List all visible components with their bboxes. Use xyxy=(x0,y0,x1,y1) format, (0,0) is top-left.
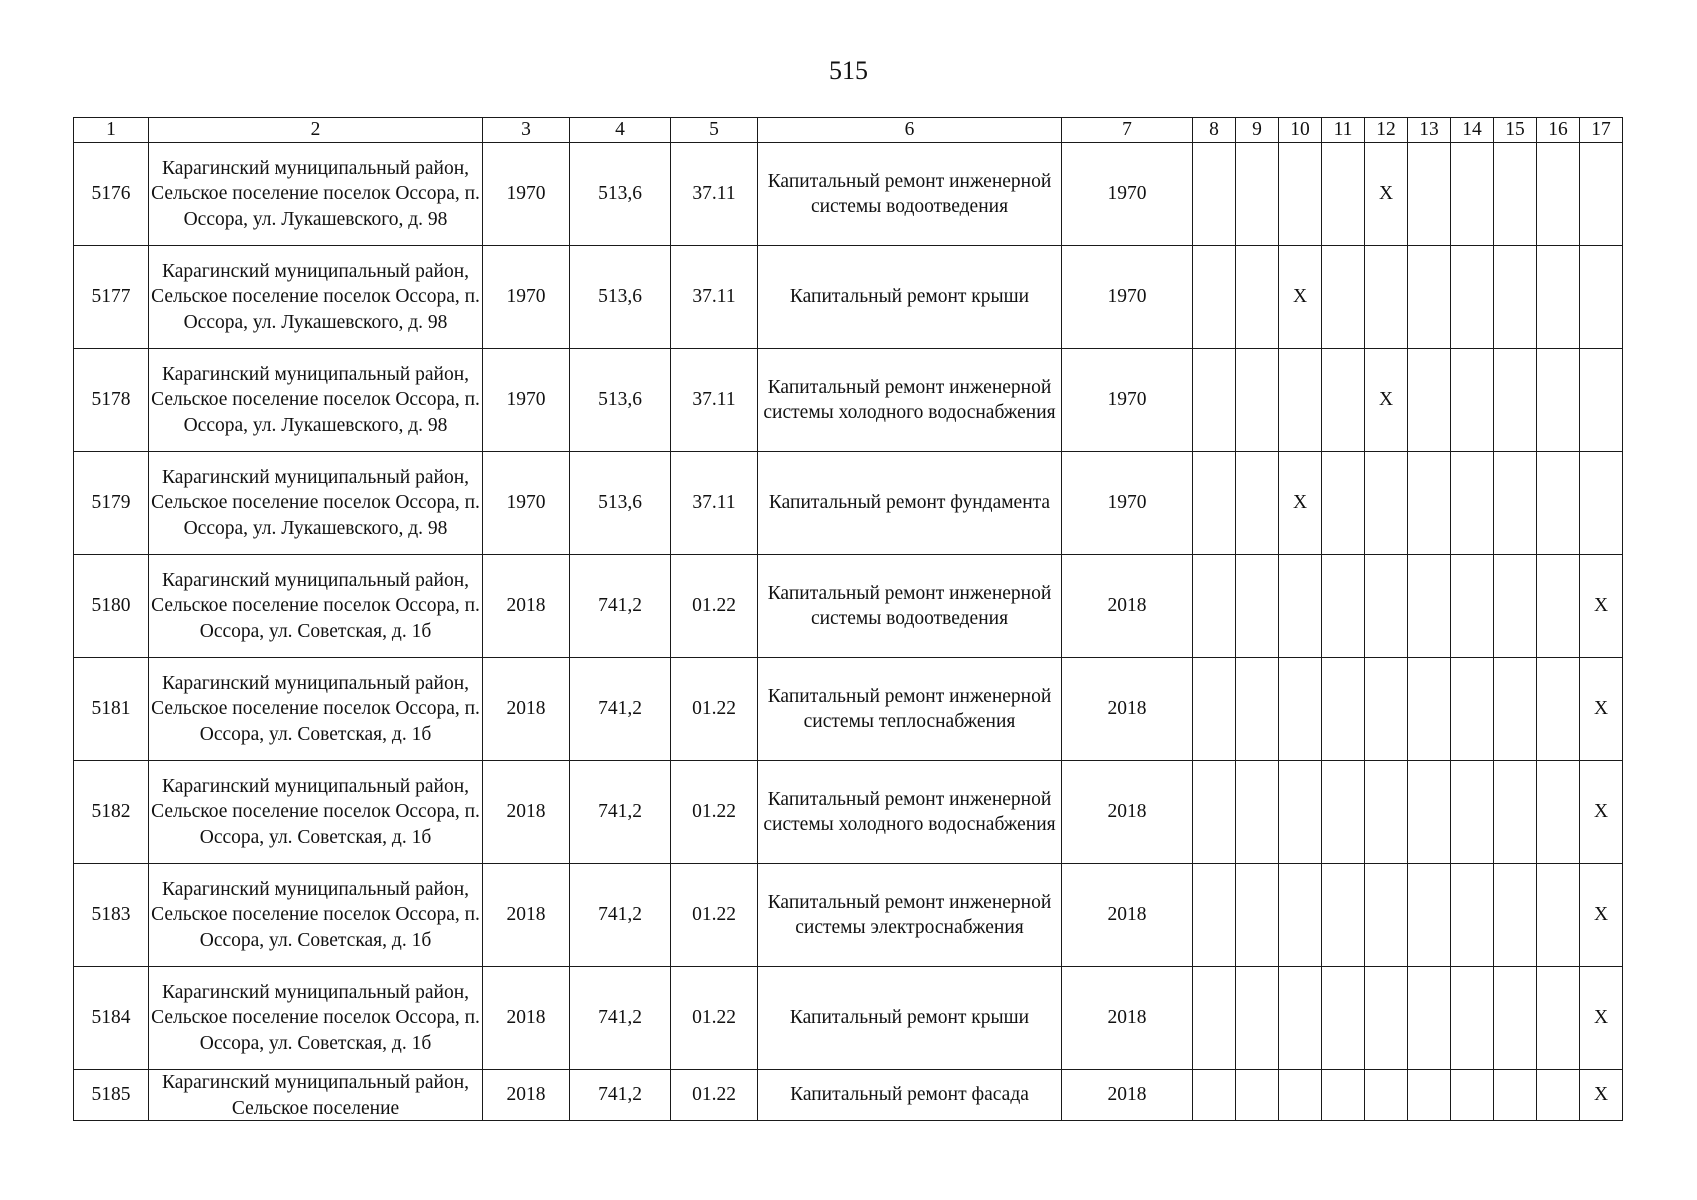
build-year-cell: 1970 xyxy=(483,452,570,555)
build-year-cell: 2018 xyxy=(483,967,570,1070)
address-cell xyxy=(149,1070,483,1121)
mark-cell-col-13 xyxy=(1408,658,1451,761)
mark-cell-col-12 xyxy=(1365,658,1408,761)
mark-cell-col-11 xyxy=(1322,555,1365,658)
code-cell: 37.11 xyxy=(671,452,758,555)
code-cell: 37.11 xyxy=(671,349,758,452)
mark-cell-col-16 xyxy=(1537,864,1580,967)
mark-cell-col-16 xyxy=(1537,246,1580,349)
code-cell: 01.22 xyxy=(671,658,758,761)
mark-cell-col-8 xyxy=(1193,246,1236,349)
column-header-8: 8 xyxy=(1193,118,1236,143)
column-header-2: 2 xyxy=(149,118,483,143)
mark-cell-col-9 xyxy=(1236,864,1279,967)
mark-cell-col-15 xyxy=(1494,967,1537,1070)
mark-cell-col-13 xyxy=(1408,555,1451,658)
address-cell: Карагинский муниципальный район, Сельское поселение поселок Оссора, п. Оссора, ул. Советская, д. 1б xyxy=(149,864,483,967)
code-cell: 37.11 xyxy=(671,143,758,246)
mark-cell-col-12 xyxy=(1365,452,1408,555)
address-cell: Карагинский муниципальный район, Сельское поселение поселок Оссора, п. Оссора, ул. Советская, д. 1б xyxy=(149,555,483,658)
build-year-cell: 1970 xyxy=(483,349,570,452)
plan-year-cell: 1970 xyxy=(1062,452,1193,555)
mark-cell-col-8 xyxy=(1193,452,1236,555)
mark-cell-col-8 xyxy=(1193,1070,1236,1121)
area-cell: 513,6 xyxy=(570,452,671,555)
mark-cell-col-11 xyxy=(1322,658,1365,761)
mark-cell-col-17: X xyxy=(1580,761,1623,864)
area-cell: 741,2 xyxy=(570,658,671,761)
work-type-cell: Капитальный ремонт инженерной системы водоотведения xyxy=(758,555,1062,658)
address-cell: Карагинский муниципальный район, Сельское поселение поселок Оссора, п. Оссора, ул. Лукашевского, д. 98 xyxy=(149,246,483,349)
mark-cell-col-14 xyxy=(1451,555,1494,658)
mark-cell-col-17: X xyxy=(1580,864,1623,967)
plan-year-cell: 1970 xyxy=(1062,143,1193,246)
table-row xyxy=(74,864,1623,967)
column-header-17: 17 xyxy=(1580,118,1623,143)
code-cell: 01.22 xyxy=(671,761,758,864)
work-type-cell: Капитальный ремонт инженерной системы электроснабжения xyxy=(758,864,1062,967)
mark-cell-col-10 xyxy=(1279,864,1322,967)
mark-cell-col-17 xyxy=(1580,349,1623,452)
mark-cell-col-10 xyxy=(1279,967,1322,1070)
mark-cell-col-13 xyxy=(1408,349,1451,452)
column-header-15: 15 xyxy=(1494,118,1537,143)
mark-cell-col-9 xyxy=(1236,761,1279,864)
column-header-11: 11 xyxy=(1322,118,1365,143)
column-header-16: 16 xyxy=(1537,118,1580,143)
mark-cell-col-17 xyxy=(1580,452,1623,555)
mark-cell-col-16 xyxy=(1537,658,1580,761)
row-number-cell: 5184 xyxy=(74,967,149,1070)
mark-cell-col-15 xyxy=(1494,349,1537,452)
mark-cell-col-15 xyxy=(1494,246,1537,349)
mark-cell-col-12 xyxy=(1365,864,1408,967)
column-header-7: 7 xyxy=(1062,118,1193,143)
code-cell: 01.22 xyxy=(671,1070,758,1121)
mark-cell-col-12: X xyxy=(1365,349,1408,452)
mark-cell-col-11 xyxy=(1322,143,1365,246)
mark-cell-col-15 xyxy=(1494,864,1537,967)
work-type-cell: Капитальный ремонт крыши xyxy=(758,967,1062,1070)
mark-cell-col-12 xyxy=(1365,555,1408,658)
table-row xyxy=(74,967,1623,1070)
table-row xyxy=(74,555,1623,658)
table-row xyxy=(74,761,1623,864)
mark-cell-col-14 xyxy=(1451,658,1494,761)
mark-cell-col-14 xyxy=(1451,761,1494,864)
table-body xyxy=(74,143,1623,1121)
plan-year-cell: 2018 xyxy=(1062,1070,1193,1121)
column-header-6: 6 xyxy=(758,118,1062,143)
mark-cell-col-14 xyxy=(1451,349,1494,452)
mark-cell-col-9 xyxy=(1236,1070,1279,1121)
row-number-cell: 5179 xyxy=(74,452,149,555)
mark-cell-col-10 xyxy=(1279,349,1322,452)
mark-cell-col-14 xyxy=(1451,1070,1494,1121)
address-cell: Карагинский муниципальный район, Сельское поселение поселок Оссора, п. Оссора, ул. Лукашевского, д. 98 xyxy=(149,349,483,452)
build-year-cell: 2018 xyxy=(483,761,570,864)
mark-cell-col-12 xyxy=(1365,761,1408,864)
column-header-1: 1 xyxy=(74,118,149,143)
mark-cell-col-13 xyxy=(1408,761,1451,864)
address-text: Карагинский муниципальный район, Сельское поселение xyxy=(161,1072,470,1119)
area-cell: 741,2 xyxy=(570,761,671,864)
code-cell: 01.22 xyxy=(671,967,758,1070)
plan-year-cell: 2018 xyxy=(1062,864,1193,967)
mark-cell-col-15 xyxy=(1494,555,1537,658)
mark-cell-col-8 xyxy=(1193,658,1236,761)
table-header xyxy=(74,118,1623,143)
area-cell: 741,2 xyxy=(570,967,671,1070)
mark-cell-col-9 xyxy=(1236,349,1279,452)
area-cell: 513,6 xyxy=(570,246,671,349)
build-year-cell: 1970 xyxy=(483,143,570,246)
mark-cell-col-15 xyxy=(1494,452,1537,555)
mark-cell-col-14 xyxy=(1451,452,1494,555)
mark-cell-col-13 xyxy=(1408,143,1451,246)
mark-cell-col-13 xyxy=(1408,246,1451,349)
mark-cell-col-16 xyxy=(1537,349,1580,452)
address-cell: Карагинский муниципальный район, Сельское поселение поселок Оссора, п. Оссора, ул. Советская, д. 1б xyxy=(149,658,483,761)
plan-year-cell: 1970 xyxy=(1062,349,1193,452)
mark-cell-col-10 xyxy=(1279,555,1322,658)
mark-cell-col-14 xyxy=(1451,967,1494,1070)
mark-cell-col-15 xyxy=(1494,143,1537,246)
row-number-cell: 5178 xyxy=(74,349,149,452)
mark-cell-col-13 xyxy=(1408,1070,1451,1121)
build-year-cell: 2018 xyxy=(483,658,570,761)
row-number-cell: 5182 xyxy=(74,761,149,864)
mark-cell-col-16 xyxy=(1537,452,1580,555)
mark-cell-col-12: X xyxy=(1365,143,1408,246)
code-cell: 01.22 xyxy=(671,864,758,967)
column-header-14: 14 xyxy=(1451,118,1494,143)
mark-cell-col-8 xyxy=(1193,967,1236,1070)
table-row xyxy=(74,658,1623,761)
work-type-cell: Капитальный ремонт крыши xyxy=(758,246,1062,349)
mark-cell-col-9 xyxy=(1236,555,1279,658)
mark-cell-col-10 xyxy=(1279,143,1322,246)
mark-cell-col-10: X xyxy=(1279,452,1322,555)
mark-cell-col-9 xyxy=(1236,143,1279,246)
mark-cell-col-17: X xyxy=(1580,967,1623,1070)
mark-cell-col-13 xyxy=(1408,864,1451,967)
work-type-cell: Капитальный ремонт инженерной системы холодного водоснабжения xyxy=(758,349,1062,452)
table-row xyxy=(74,246,1623,349)
row-number-cell: 5177 xyxy=(74,246,149,349)
mark-cell-col-8 xyxy=(1193,349,1236,452)
mark-cell-col-9 xyxy=(1236,658,1279,761)
mark-cell-col-8 xyxy=(1193,761,1236,864)
plan-year-cell: 2018 xyxy=(1062,555,1193,658)
work-type-cell: Капитальный ремонт инженерной системы теплоснабжения xyxy=(758,658,1062,761)
mark-cell-col-10 xyxy=(1279,1070,1322,1121)
column-header-9: 9 xyxy=(1236,118,1279,143)
column-header-5: 5 xyxy=(671,118,758,143)
mark-cell-col-15 xyxy=(1494,658,1537,761)
mark-cell-col-11 xyxy=(1322,761,1365,864)
build-year-cell: 1970 xyxy=(483,246,570,349)
plan-year-cell: 2018 xyxy=(1062,761,1193,864)
mark-cell-col-14 xyxy=(1451,246,1494,349)
row-number-cell: 5176 xyxy=(74,143,149,246)
mark-cell-col-11 xyxy=(1322,1070,1365,1121)
mark-cell-col-9 xyxy=(1236,452,1279,555)
mark-cell-col-11 xyxy=(1322,967,1365,1070)
mark-cell-col-13 xyxy=(1408,452,1451,555)
mark-cell-col-17: X xyxy=(1580,555,1623,658)
work-type-cell: Капитальный ремонт фундамента xyxy=(758,452,1062,555)
row-number-cell: 5181 xyxy=(74,658,149,761)
page-number: 515 xyxy=(829,56,868,85)
column-header-4: 4 xyxy=(570,118,671,143)
area-cell: 741,2 xyxy=(570,864,671,967)
mark-cell-col-10 xyxy=(1279,761,1322,864)
table-row xyxy=(74,143,1623,246)
table-row xyxy=(74,452,1623,555)
build-year-cell: 2018 xyxy=(483,864,570,967)
mark-cell-col-8 xyxy=(1193,864,1236,967)
table-row xyxy=(74,349,1623,452)
code-cell: 01.22 xyxy=(671,555,758,658)
mark-cell-col-12 xyxy=(1365,967,1408,1070)
row-number-cell: 5183 xyxy=(74,864,149,967)
area-cell: 741,2 xyxy=(570,555,671,658)
column-header-3: 3 xyxy=(483,118,570,143)
table-row xyxy=(74,1070,1623,1121)
mark-cell-col-16 xyxy=(1537,143,1580,246)
plan-year-cell: 1970 xyxy=(1062,246,1193,349)
address-cell: Карагинский муниципальный район, Сельское поселение поселок Оссора, п. Оссора, ул. Советская, д. 1б xyxy=(149,967,483,1070)
mark-cell-col-14 xyxy=(1451,143,1494,246)
build-year-cell: 2018 xyxy=(483,555,570,658)
column-header-13: 13 xyxy=(1408,118,1451,143)
mark-cell-col-11 xyxy=(1322,452,1365,555)
mark-cell-col-12 xyxy=(1365,246,1408,349)
mark-cell-col-8 xyxy=(1193,143,1236,246)
mark-cell-col-16 xyxy=(1537,761,1580,864)
mark-cell-col-17: X xyxy=(1580,658,1623,761)
work-type-cell: Капитальный ремонт инженерной системы водоотведения xyxy=(758,143,1062,246)
mark-cell-col-16 xyxy=(1537,1070,1580,1121)
mark-cell-col-17 xyxy=(1580,246,1623,349)
mark-cell-col-14 xyxy=(1451,864,1494,967)
code-cell: 37.11 xyxy=(671,246,758,349)
address-cell: Карагинский муниципальный район, Сельское поселение поселок Оссора, п. Оссора, ул. Лукашевского, д. 98 xyxy=(149,143,483,246)
mark-cell-col-11 xyxy=(1322,349,1365,452)
mark-cell-col-10: X xyxy=(1279,246,1322,349)
row-number-cell: 5180 xyxy=(74,555,149,658)
mark-cell-col-16 xyxy=(1537,967,1580,1070)
mark-cell-col-11 xyxy=(1322,246,1365,349)
register-table xyxy=(73,117,1623,1121)
mark-cell-col-8 xyxy=(1193,555,1236,658)
header-row xyxy=(74,118,1623,143)
mark-cell-col-17 xyxy=(1580,143,1623,246)
mark-cell-col-12 xyxy=(1365,1070,1408,1121)
area-cell: 741,2 xyxy=(570,1070,671,1121)
work-type-cell: Капитальный ремонт фасада xyxy=(758,1070,1062,1121)
mark-cell-col-15 xyxy=(1494,761,1537,864)
row-number-cell: 5185 xyxy=(74,1070,149,1121)
work-type-cell: Капитальный ремонт инженерной системы холодного водоснабжения xyxy=(758,761,1062,864)
area-cell: 513,6 xyxy=(570,349,671,452)
mark-cell-col-10 xyxy=(1279,658,1322,761)
address-cell: Карагинский муниципальный район, Сельское поселение поселок Оссора, п. Оссора, ул. Советская, д. 1б xyxy=(149,761,483,864)
mark-cell-col-9 xyxy=(1236,246,1279,349)
area-cell: 513,6 xyxy=(570,143,671,246)
mark-cell-col-16 xyxy=(1537,555,1580,658)
mark-cell-col-9 xyxy=(1236,967,1279,1070)
address-cell: Карагинский муниципальный район, Сельское поселение поселок Оссора, п. Оссора, ул. Лукашевского, д. 98 xyxy=(149,452,483,555)
plan-year-cell: 2018 xyxy=(1062,967,1193,1070)
mark-cell-col-13 xyxy=(1408,967,1451,1070)
plan-year-cell: 2018 xyxy=(1062,658,1193,761)
mark-cell-col-15 xyxy=(1494,1070,1537,1121)
column-header-10: 10 xyxy=(1279,118,1322,143)
build-year-cell: 2018 xyxy=(483,1070,570,1121)
column-header-12: 12 xyxy=(1365,118,1408,143)
mark-cell-col-11 xyxy=(1322,864,1365,967)
mark-cell-col-17: X xyxy=(1580,1070,1623,1121)
